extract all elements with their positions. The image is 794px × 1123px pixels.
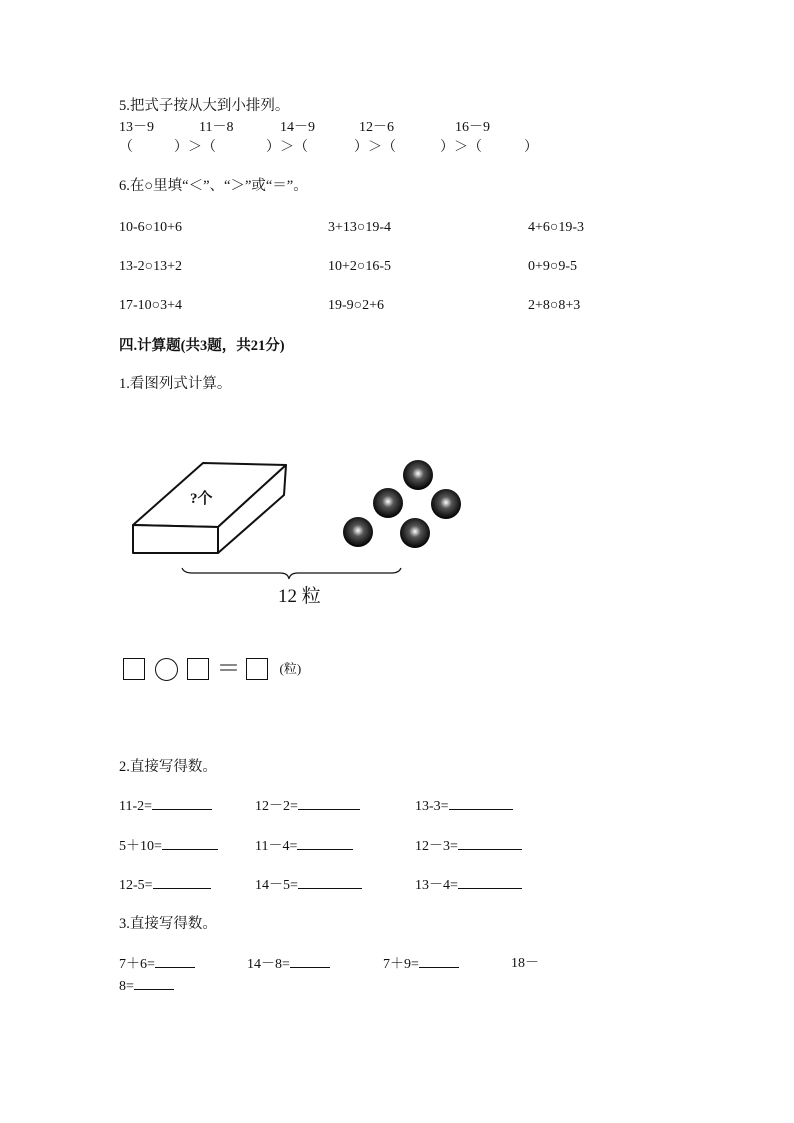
c2-item	[415, 837, 522, 856]
q6-cell: 0+9○9-5	[528, 259, 578, 274]
candy-dot	[343, 517, 373, 547]
c3-title: 3.直接写得数。	[119, 916, 217, 932]
c2-expr: 13-3=	[415, 799, 449, 814]
c2-expr: 14－5=	[255, 878, 298, 893]
q5-expr: 12－6	[359, 120, 394, 135]
c2-expr: 5＋10=	[119, 839, 162, 854]
candy-figure-svg	[128, 455, 468, 615]
q5-expr: 16－9	[455, 120, 490, 135]
c2-expr: 11-2=	[119, 799, 153, 814]
box-front	[133, 525, 218, 553]
result-box[interactable]	[246, 658, 268, 680]
box-drawing	[133, 463, 286, 553]
brace	[182, 568, 401, 579]
answer-blank[interactable]	[152, 797, 212, 810]
q5-answer-part: ）＞（	[266, 140, 308, 155]
c3-expr: 8=	[119, 979, 134, 994]
answer-blank[interactable]	[458, 837, 522, 850]
c2-expr: 12-5=	[119, 878, 153, 893]
answer-blank[interactable]	[298, 876, 362, 889]
c2-item	[119, 797, 212, 816]
answer-blank[interactable]	[290, 955, 330, 968]
answer-blank[interactable]	[298, 797, 360, 810]
c3-expr: 7＋6=	[119, 957, 155, 972]
section-heading: 四.计算题(共3题，共21分)	[119, 338, 285, 354]
unit-label: (粒)	[279, 661, 302, 676]
q6-cell: 3+13○19-4	[328, 220, 392, 235]
answer-box[interactable]	[187, 658, 209, 680]
c2-title: 2.直接写得数。	[119, 759, 217, 775]
answer-blank[interactable]	[458, 876, 522, 889]
c2-item	[415, 876, 522, 895]
c2-item	[415, 797, 513, 816]
c2-expr: 12－2=	[255, 799, 298, 814]
c2-expr: 12－3=	[415, 839, 458, 854]
q6-cell: 2+8○8+3	[528, 298, 581, 313]
answer-blank[interactable]	[449, 797, 513, 810]
q6-cell: 10+2○16-5	[328, 259, 392, 274]
candy-dot	[403, 460, 433, 490]
answer-blank[interactable]	[153, 876, 211, 889]
c3-item	[511, 955, 539, 973]
q6-cell: 17-10○3+4	[119, 298, 183, 313]
q5-title: 5.把式子按从大到小排列。	[119, 98, 290, 114]
candy-dot	[431, 489, 461, 519]
answer-blank[interactable]	[134, 977, 174, 990]
c3-item	[383, 955, 459, 974]
q5-answer-part: ）＞（	[440, 140, 482, 155]
q5-answer-part: ）	[524, 140, 538, 155]
c3-item	[119, 955, 195, 974]
q5-expr: 13－9	[119, 120, 154, 135]
c2-item	[255, 797, 360, 816]
operator-circle[interactable]	[155, 658, 178, 681]
q6-cell: 19-9○2+6	[328, 298, 385, 313]
c2-item	[255, 837, 353, 856]
c2-item	[255, 876, 362, 895]
q5-answer-part: （	[119, 140, 133, 155]
answer-blank[interactable]	[155, 955, 195, 968]
c3-item	[247, 955, 330, 974]
c2-expr: 13－4=	[415, 878, 458, 893]
c1-title: 1.看图列式计算。	[119, 376, 232, 392]
c2-expr: 11－4=	[255, 839, 298, 854]
q6-title: 6.在○里填“＜”、“＞”或“＝”。	[119, 178, 308, 194]
answer-blank[interactable]	[419, 955, 459, 968]
q5-expr: 11－8	[199, 120, 234, 135]
brace-label: 12 粒	[278, 586, 321, 607]
candy-figure	[128, 455, 468, 615]
c3-item	[119, 977, 174, 996]
c3-expr: 14－8=	[247, 957, 290, 972]
q6-cell: 4+6○19-3	[528, 220, 585, 235]
equal-sign: ＝	[216, 656, 241, 682]
c2-item	[119, 876, 211, 895]
q6-cell: 13-2○13+2	[119, 259, 183, 274]
q5-expr: 14－9	[280, 120, 315, 135]
c3-expr: 18－	[511, 956, 539, 971]
answer-blank[interactable]	[162, 837, 218, 850]
candy-dot	[400, 518, 430, 548]
box-label: ?个	[190, 491, 213, 507]
equation-template	[123, 656, 301, 682]
c3-expr: 7＋9=	[383, 957, 419, 972]
answer-blank[interactable]	[297, 837, 353, 850]
q5-answer-part: ）＞（	[354, 140, 396, 155]
answer-box[interactable]	[123, 658, 145, 680]
q5-answer-part: ）＞（	[174, 140, 216, 155]
q6-cell: 10-6○10+6	[119, 220, 183, 235]
candy-dots	[343, 460, 461, 548]
c2-item	[119, 837, 218, 856]
candy-dot	[373, 488, 403, 518]
